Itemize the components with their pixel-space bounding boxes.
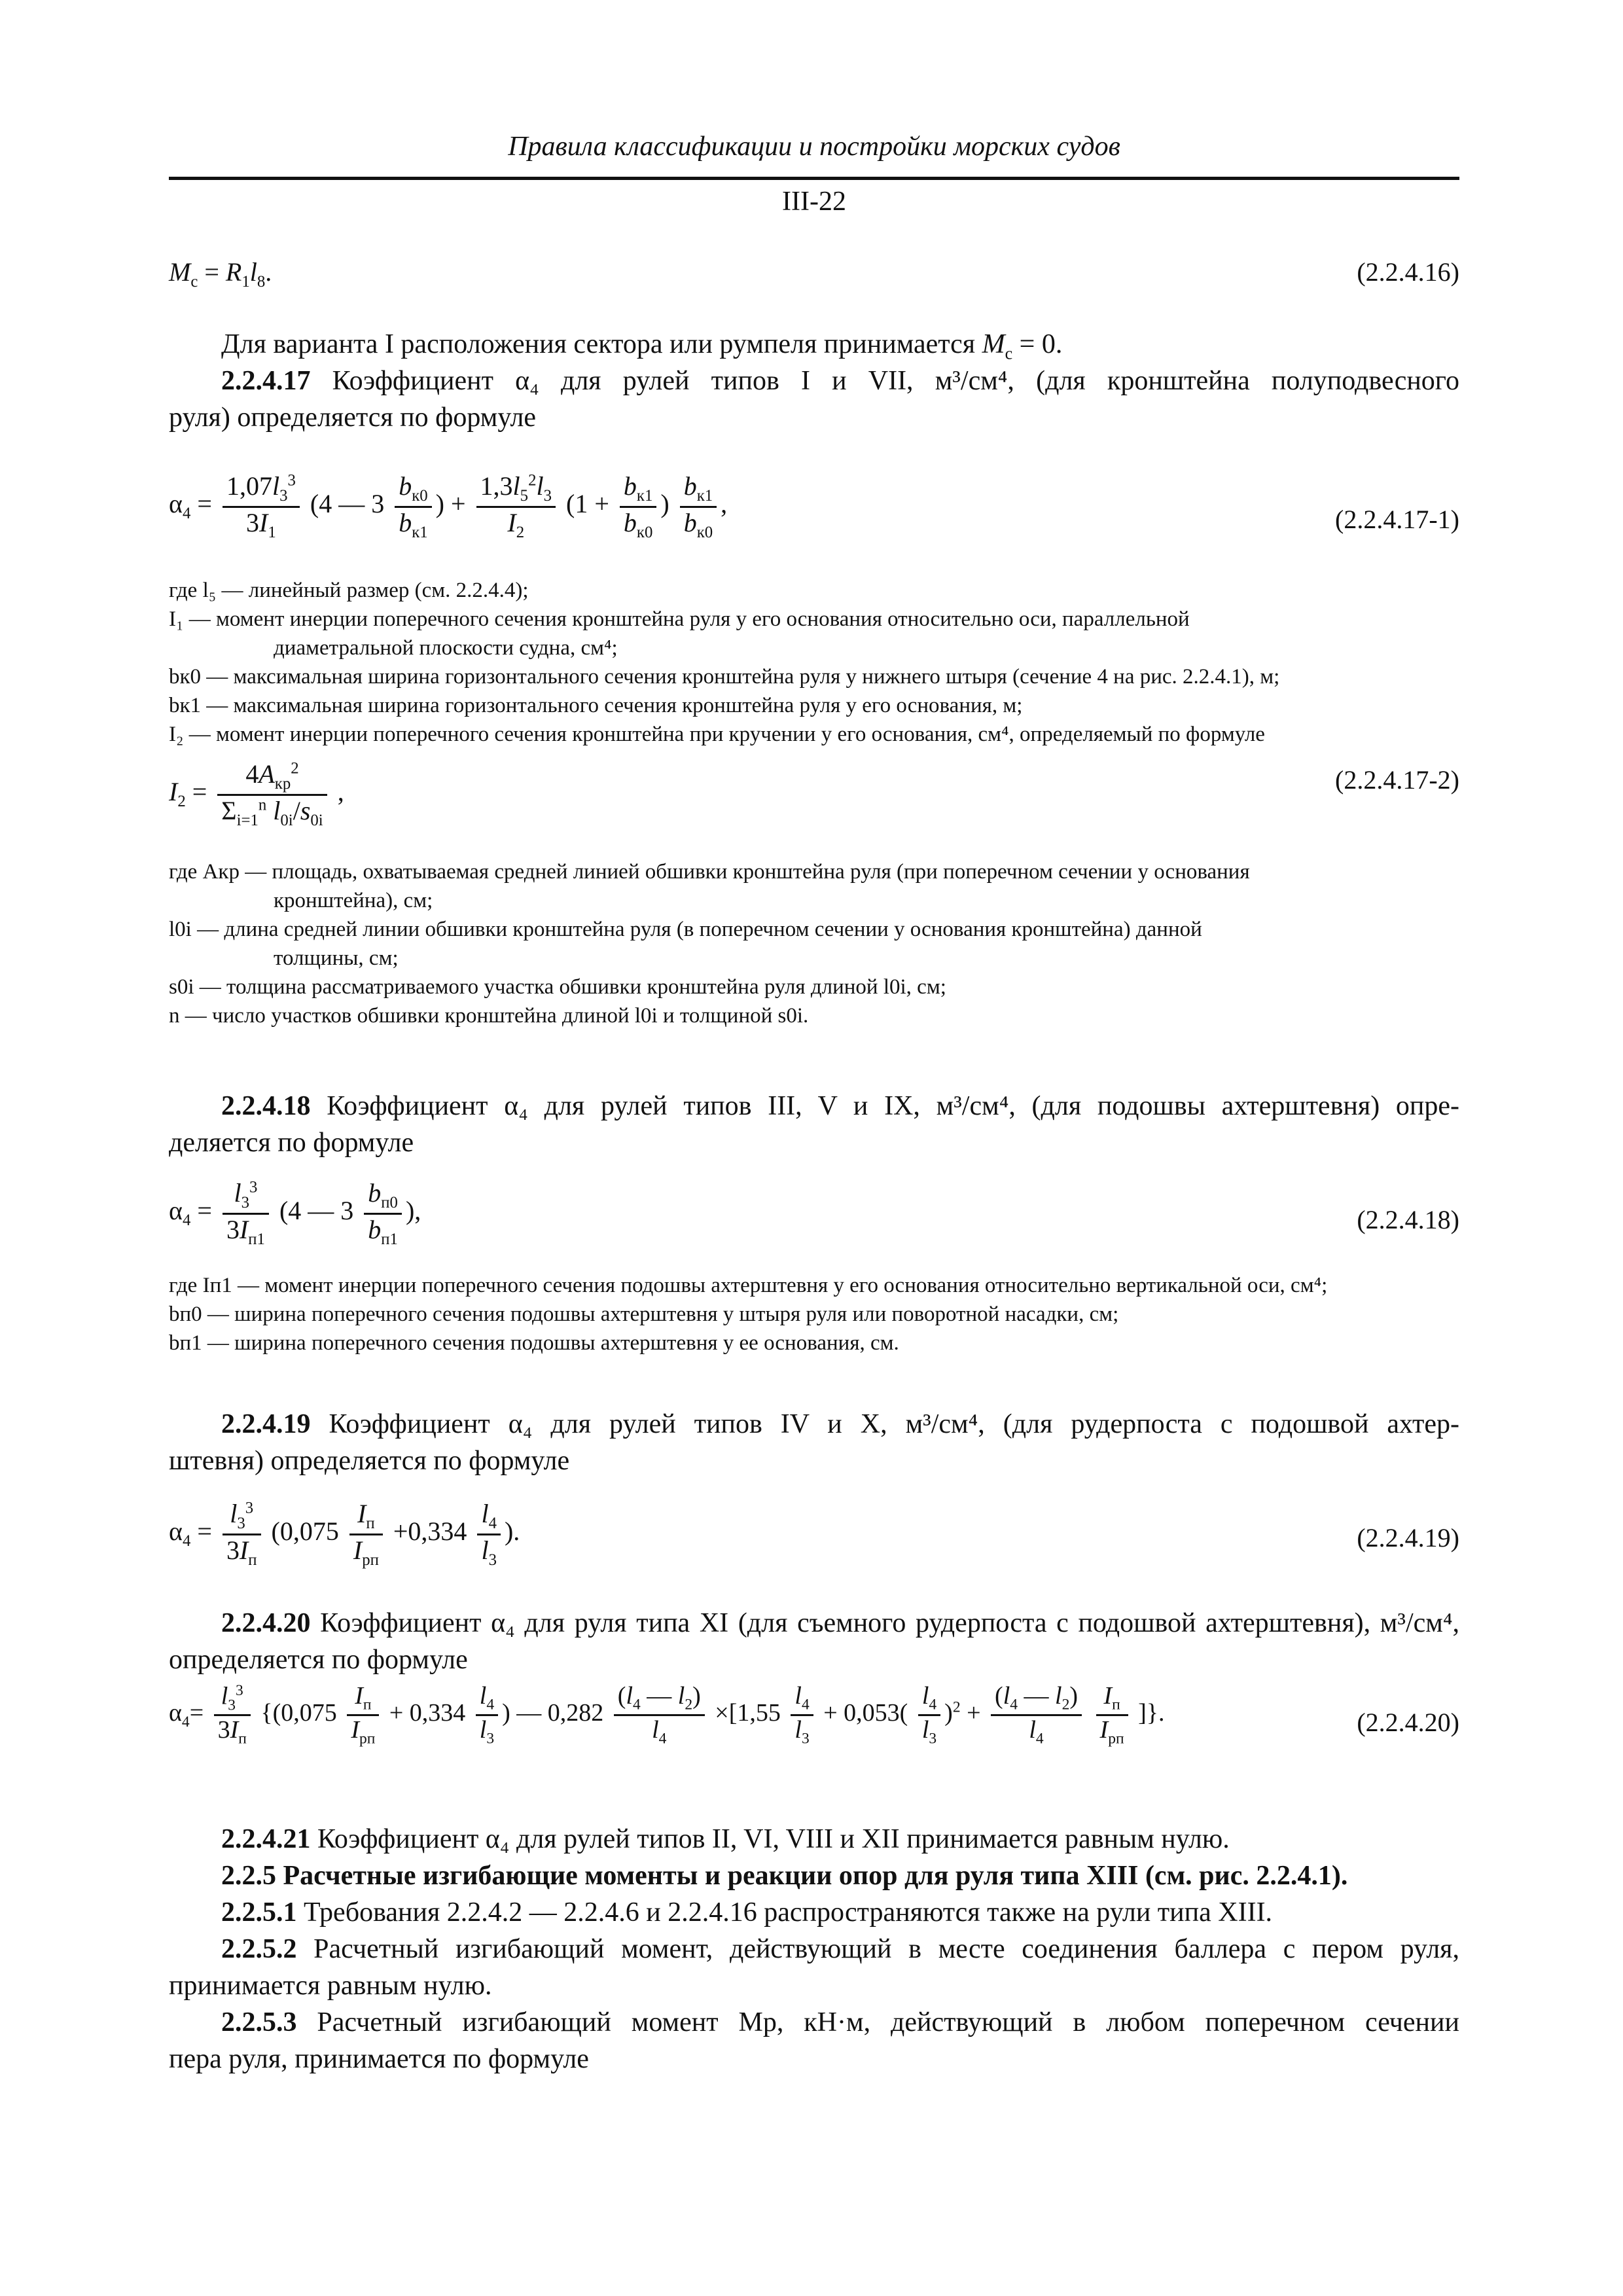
paragraph-2-2-4-19-cont: штевня) определяется по формуле [169,1446,570,1476]
running-header: Правила классификации и постройки морских судов [508,132,1120,162]
equation-number: (2.2.4.17-2) [1335,765,1459,795]
paragraph-2-2-4-20: 2.2.4.20 Коэффициент α₄ для руля типа XI (для съемного рудерпоста с подошвой ахтерштевня), м³/см⁴, [221,1608,1459,1638]
paragraph-2-2-4-19: 2.2.4.19 Коэффициент α₄ для рулей типов IV и X, м³/см⁴, (для рудерпоста с подошвой ахтер- [221,1409,1459,1439]
definition-line: где Aкр — площадь, охватываемая средней линией обшивки кронштейна руля (при поперечном сечении у основания [169,860,1250,884]
paragraph-variant: Для варианта I расположения сектора или румпеля принимается $M_c = 0$. [221,329,1063,363]
paragraph-2-2-4-20-cont: определяется по формуле [169,1645,468,1675]
section-heading-2-2-5: 2.2.5 Расчетные изгибающие моменты и реакции опор для руля типа XIII (см. рис. 2.2.4.1). [221,1861,1348,1891]
equation-number: (2.2.4.17-1) [1335,505,1459,534]
paragraph-2-2-4-17-cont: руля) определяется по формуле [169,403,537,433]
formula-2-2-4-17-1: $\alpha_4$ = $\frac{1,07l_3^3}{3I_1}$ (4 — 3 $\frac{b_{к0}}{b_{к1}}$ ) + $\frac{1,3l_5^2l_3}{I_2}$ (1 + $\frac{b_{к1}}{b_{к0}}$ ) $\frac{b_{к1}}{b_{к0}}$ , [169,471,728,541]
equation-number: (2.2.4.16) [1357,257,1459,287]
definition-line: bп0 — ширина поперечного сечения подошвы ахтерштевня у штыря руля или поворотной насадки, см; [169,1302,1119,1326]
definition-line: n — число участков обшивки кронштейна длиной l0i и толщиной s0i. [169,1004,809,1028]
paragraph-2-2-5-2-cont: принимается равным нулю. [169,1971,492,2001]
equation-number: (2.2.4.19) [1357,1523,1459,1552]
paragraph-2-2-5-2: 2.2.5.2 Расчетный изгибающий момент, действующий в месте соединения баллера с пером руля, [221,1934,1459,1964]
paragraph-2-2-4-18-cont: деляется по формуле [169,1128,414,1158]
definition-line: l0i — длина средней линии обшивки кронштейна руля (в поперечном сечении у основания кронштейна) данной [169,918,1202,941]
definition-line: bк1 — максимальная ширина горизонтального сечения кронштейна руля у его основания, м; [169,694,1023,717]
definition-line: s0i — толщина рассматриваемого участка обшивки кронштейна руля длиной l0i, см; [169,975,946,999]
formula-2-2-4-19: $\alpha_4$ = $\frac{l_3^3}{3I_п}$ (0,075 $\frac{I_п}{I_{рп}}$ +0,334 $\frac{l_4}{l_3}$ ). [169,1499,520,1569]
definition-line: кронштейна), см; [274,889,433,912]
paragraph-2-2-4-21: 2.2.4.21 Коэффициент α₄ для рулей типов II, VI, VIII и XII принимается равным нулю. [221,1824,1230,1854]
definition-line: bк0 — максимальная ширина горизонтального сечения кронштейна руля у нижнего штыря (сечение 4 на рис. 2.2.4.1), м; [169,665,1280,689]
formula-2-2-4-18: $\alpha_4$ = $\frac{l_3^3}{3I_{п1}}$ (4 — 3 $\frac{b_{п0}}{b_{п1}}$ ), [169,1178,421,1248]
definition-line: I₁ — момент инерции поперечного сечения кронштейна руля у его основания относительно оси, параллельной [169,607,1190,631]
definition-line: bп1 — ширина поперечного сечения подошвы ахтерштевня у ее основания, см. [169,1331,899,1355]
definition-line: диаметральной плоскости судна, см⁴; [274,636,618,660]
page-number: III-22 [782,187,846,217]
formula-2-2-4-17-2: $I_2$ = $\frac{4A_{кр}^2}{\Sigma_{i=1}^n l_{0i}/s_{0i}}$ , [169,759,344,829]
paragraph-2-2-5-3: 2.2.5.3 Расчетный изгибающий момент Mр, кН·м, действующий в любом поперечном сечении [221,2007,1459,2037]
definition-line: где Iп1 — момент инерции поперечного сечения подошвы ахтерштевня у его основания относительно вертикальной оси, см⁴; [169,1274,1328,1297]
definition-line: I₂ — момент инерции поперечного сечения кронштейна при кручении у его основания, см⁴, определяемый по формуле [169,723,1265,746]
definition-line: толщины, см; [274,946,399,970]
paragraph-2-2-5-1: 2.2.5.1 Требования 2.2.4.2 — 2.2.4.6 и 2.2.4.16 распространяются также на рули типа XIII. [221,1897,1273,1928]
equation-number: (2.2.4.20) [1357,1708,1459,1737]
equation-number: (2.2.4.18) [1357,1205,1459,1234]
header-rule [169,177,1459,180]
formula-2-2-4-20: $\alpha_4=$ $\frac{l_3^3}{3I_п}$ {(0,075 $\frac{I_п}{I_{рп}}$ + 0,334 $\frac{l_4}{l_3}$ ) — 0,282 $\frac{(l_4 — l_2)}{l_4}$ ×[1,55 $\frac{l_4}{l_3}$ + 0,053( $\frac{l_4}{l_3}$ )$^2$ + $\frac{(l_4 — l_2)}{l_4}$ $\frac{I_п}{I_{рп}}$ ]}. [169,1682,1165,1748]
paragraph-2-2-4-18: 2.2.4.18 Коэффициент α₄ для рулей типов III, V и IX, м³/см⁴, (для подошвы ахтерштевня) опре- [221,1091,1459,1121]
formula-2-2-4-16: $M_c = R_1l_8$. [169,257,272,291]
definition-line: где l₅ — линейный размер (см. 2.2.4.4); [169,579,529,602]
paragraph-2-2-5-3-cont: пера руля, принимается по формуле [169,2044,589,2074]
paragraph-2-2-4-17: 2.2.4.17 Коэффициент α₄ для рулей типов I и VII, м³/см⁴, (для кронштейна полуподвесного [221,366,1459,396]
